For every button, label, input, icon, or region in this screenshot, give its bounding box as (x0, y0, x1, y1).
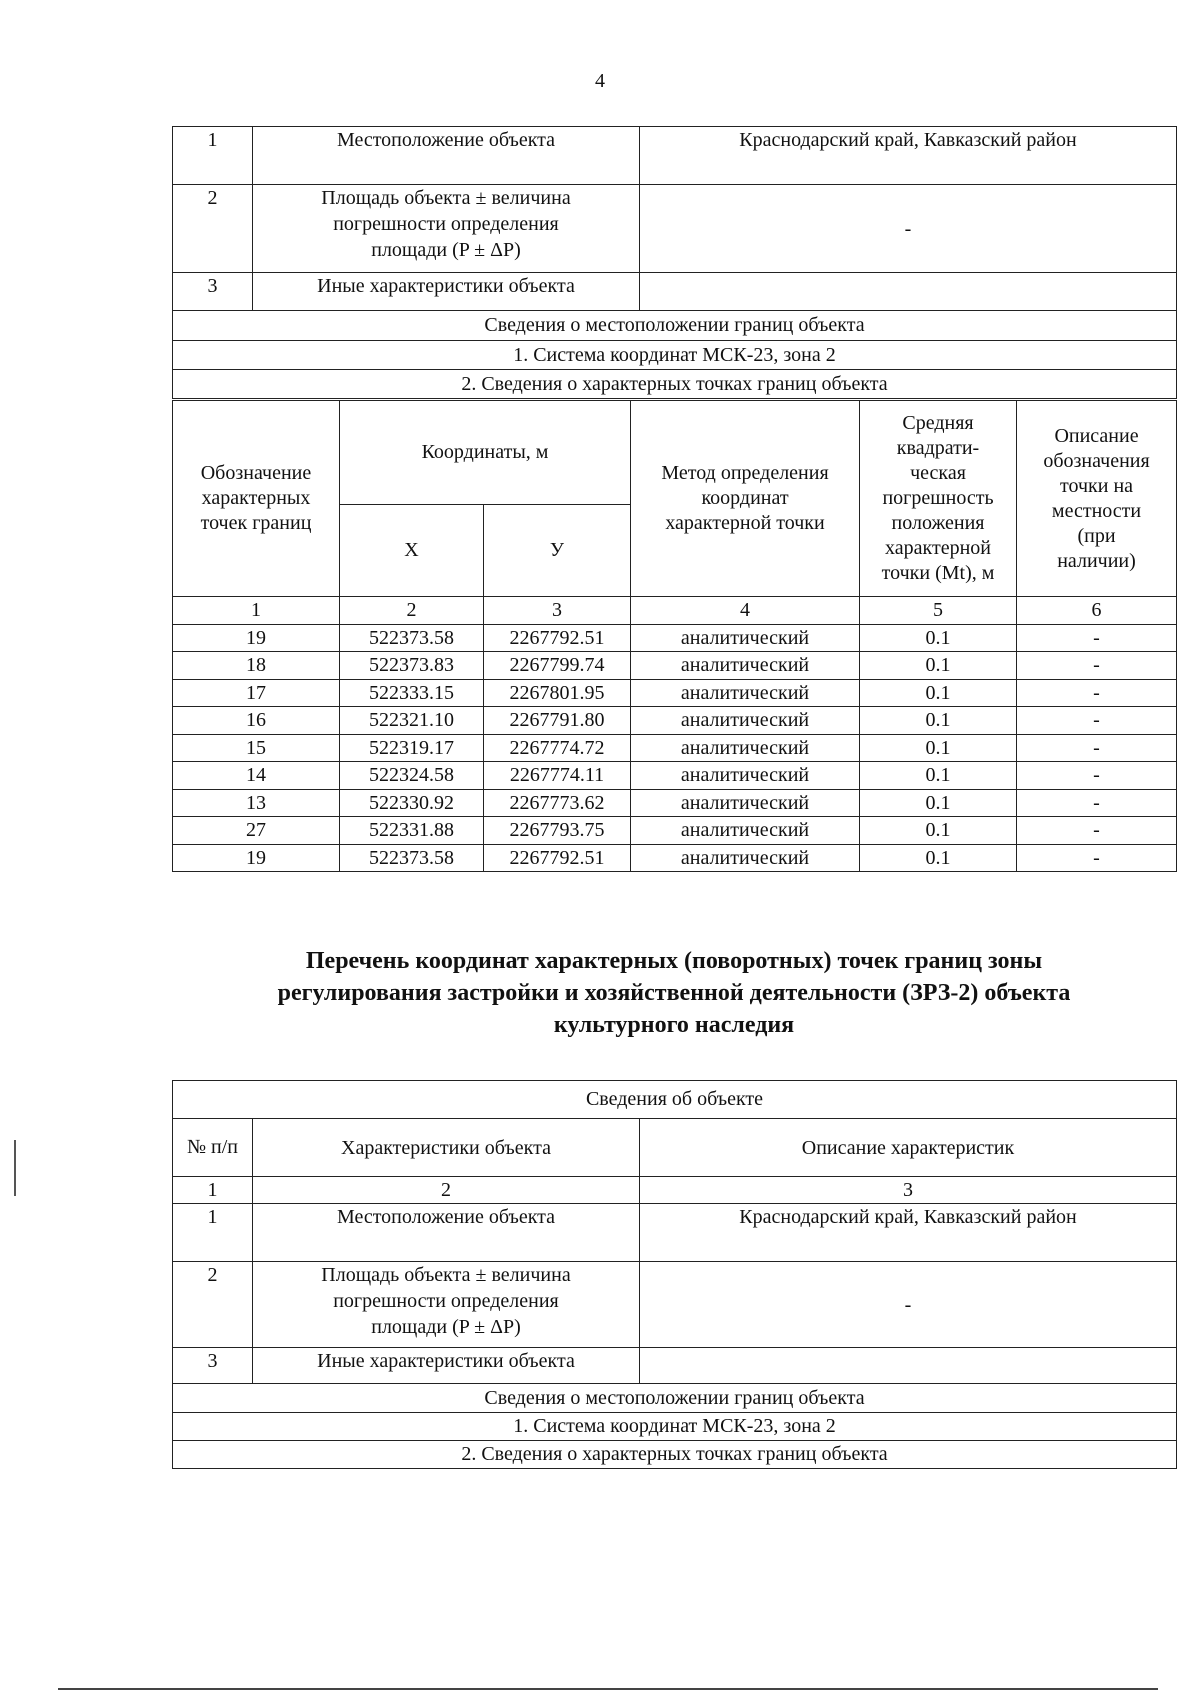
point-designation: 19 (173, 624, 340, 652)
object-info-table-2: Сведения об объекте № п/п Характеристики объекта Описание характеристик 1 2 3 1 Местоположение объекта Краснодарский край, Кавказский район 2 Площадь объекта ± величина погрешности определения площади (P ± ΔP) - 3 Иные характеристики объекта Сведения о местоположении границ объекта 1. Система координат МСК-23, зона 2 2. Сведения о характерных точках границ объекта (172, 1080, 1177, 1469)
point-description: - (1017, 734, 1177, 762)
point-designation: 17 (173, 679, 340, 707)
characteristic-value: - (640, 185, 1177, 273)
characteristic-name: Иные характеристики объекта (253, 1348, 640, 1384)
scan-margin-mark (14, 1140, 16, 1196)
coord-y: 2267799.74 (484, 652, 631, 680)
characteristic-value: Краснодарский край, Кавказский район (640, 127, 1177, 185)
table-row (173, 127, 1177, 185)
coord-y: 2267792.51 (484, 624, 631, 652)
header-description: Описание обозначения точки на местности (при наличии) (1017, 401, 1177, 597)
heading-line: регулирования застройки и хозяйственной деятельности (ЗРЗ-2) объекта (277, 980, 1071, 1006)
coord-y: 2267791.80 (484, 707, 631, 735)
table-row (173, 652, 1177, 680)
mean-square-error: 0.1 (860, 679, 1017, 707)
row-number: 2 (173, 185, 253, 273)
coord-x: 522321.10 (340, 707, 484, 735)
points-table (172, 400, 1177, 872)
header-y: У (484, 505, 631, 597)
characteristic-name: Площадь объекта ± величина погрешности определения площади (P ± ΔP) (253, 1262, 640, 1348)
header-method: Метод определения координат характерной точки (631, 401, 860, 597)
method: аналитический (631, 652, 860, 680)
characteristic-value (640, 1348, 1177, 1384)
method: аналитический (631, 844, 860, 872)
method: аналитический (631, 707, 860, 735)
table-row (173, 817, 1177, 845)
mean-square-error: 0.1 (860, 734, 1017, 762)
point-description: - (1017, 652, 1177, 680)
mean-square-error: 0.1 (860, 817, 1017, 845)
coord-x: 522331.88 (340, 817, 484, 845)
characteristic-name: Иные характеристики объекта (253, 273, 640, 311)
points-title: 2. Сведения о характерных точках границ объекта (173, 1441, 1177, 1469)
table-row (173, 185, 1177, 273)
method: аналитический (631, 624, 860, 652)
characteristic-value: Краснодарский край, Кавказский район (640, 1204, 1177, 1262)
heading-line: Перечень координат характерных (поворотных) точек границ зоны (305, 948, 1043, 974)
object-info-table-1 (172, 126, 1177, 399)
row-number: 1 (173, 127, 253, 185)
coord-x: 522319.17 (340, 734, 484, 762)
table-row (173, 734, 1177, 762)
table-row (173, 273, 1177, 311)
point-description: - (1017, 679, 1177, 707)
section-heading (172, 945, 1176, 1041)
mean-square-error: 0.1 (860, 624, 1017, 652)
coordinate-system: 1. Система координат МСК-23, зона 2 (173, 341, 1177, 370)
characteristic-value: - (640, 1262, 1177, 1348)
characteristic-name: Местоположение объекта (253, 127, 640, 185)
section-title: Сведения о местоположении границ объекта (173, 1384, 1177, 1413)
point-description: - (1017, 844, 1177, 872)
row-number: 3 (173, 273, 253, 311)
table-row (173, 624, 1177, 652)
method: аналитический (631, 789, 860, 817)
point-description: - (1017, 789, 1177, 817)
method: аналитический (631, 734, 860, 762)
coord-y: 2267801.95 (484, 679, 631, 707)
point-designation: 13 (173, 789, 340, 817)
header-x: X (340, 505, 484, 597)
table-row (173, 1204, 1177, 1262)
coord-y: 2267793.75 (484, 817, 631, 845)
characteristic-value (640, 273, 1177, 311)
heading-line: культурного наследия (553, 1012, 795, 1038)
coord-y: 2267774.11 (484, 762, 631, 790)
table-row (173, 762, 1177, 790)
method: аналитический (631, 817, 860, 845)
coord-y: 2267774.72 (484, 734, 631, 762)
point-description: - (1017, 624, 1177, 652)
table-row (173, 1262, 1177, 1348)
row-number: 2 (173, 1262, 253, 1348)
coordinate-system: 1. Система координат МСК-23, зона 2 (173, 1413, 1177, 1441)
name-line: Площадь объекта ± величина (321, 187, 571, 209)
header-num: № п/п (173, 1119, 253, 1177)
point-designation: 15 (173, 734, 340, 762)
row-number: 3 (173, 1348, 253, 1384)
page-number: 4 (595, 70, 605, 92)
point-description: - (1017, 707, 1177, 735)
point-designation: 27 (173, 817, 340, 845)
point-designation: 18 (173, 652, 340, 680)
object-info-title: Сведения об объекте (173, 1081, 1177, 1119)
method: аналитический (631, 762, 860, 790)
table-row (173, 707, 1177, 735)
header-coordinates: Координаты, м (340, 401, 631, 505)
mean-square-error: 0.1 (860, 844, 1017, 872)
section-title: Сведения о местоположении границ объекта (173, 311, 1177, 341)
coord-x: 522373.83 (340, 652, 484, 680)
column-numbers-row: 1 2 3 4 5 6 (173, 597, 1177, 625)
header-description: Описание характеристик (640, 1119, 1177, 1177)
point-designation: 14 (173, 762, 340, 790)
name-line: площади (P ± ΔP) (371, 239, 521, 261)
coord-x: 522373.58 (340, 624, 484, 652)
table-row (173, 789, 1177, 817)
coord-y: 2267792.51 (484, 844, 631, 872)
table-row (173, 679, 1177, 707)
mean-square-error: 0.1 (860, 707, 1017, 735)
points-body (173, 624, 1177, 872)
characteristic-name (253, 185, 640, 273)
coord-x: 522373.58 (340, 844, 484, 872)
points-title: 2. Сведения о характерных точках границ объекта (173, 370, 1177, 399)
point-description: - (1017, 817, 1177, 845)
characteristic-name: Местоположение объекта (253, 1204, 640, 1262)
coord-x: 522330.92 (340, 789, 484, 817)
table-row (173, 844, 1177, 872)
coord-y: 2267773.62 (484, 789, 631, 817)
mean-square-error: 0.1 (860, 762, 1017, 790)
method: аналитический (631, 679, 860, 707)
mean-square-error: 0.1 (860, 789, 1017, 817)
point-description: - (1017, 762, 1177, 790)
header-designation: Обозначение характерных точек границ (173, 401, 340, 597)
header-characteristics: Характеристики объекта (253, 1119, 640, 1177)
point-designation: 19 (173, 844, 340, 872)
point-designation: 16 (173, 707, 340, 735)
header-error: Средняя квадрати- ческая погрешность положения характерной точки (Mt), м (860, 401, 1017, 597)
scan-footer-rule (58, 1688, 1158, 1690)
table-row (173, 1348, 1177, 1384)
name-line: погрешности определения (333, 213, 559, 235)
row-number: 1 (173, 1204, 253, 1262)
mean-square-error: 0.1 (860, 652, 1017, 680)
coord-x: 522333.15 (340, 679, 484, 707)
coord-x: 522324.58 (340, 762, 484, 790)
